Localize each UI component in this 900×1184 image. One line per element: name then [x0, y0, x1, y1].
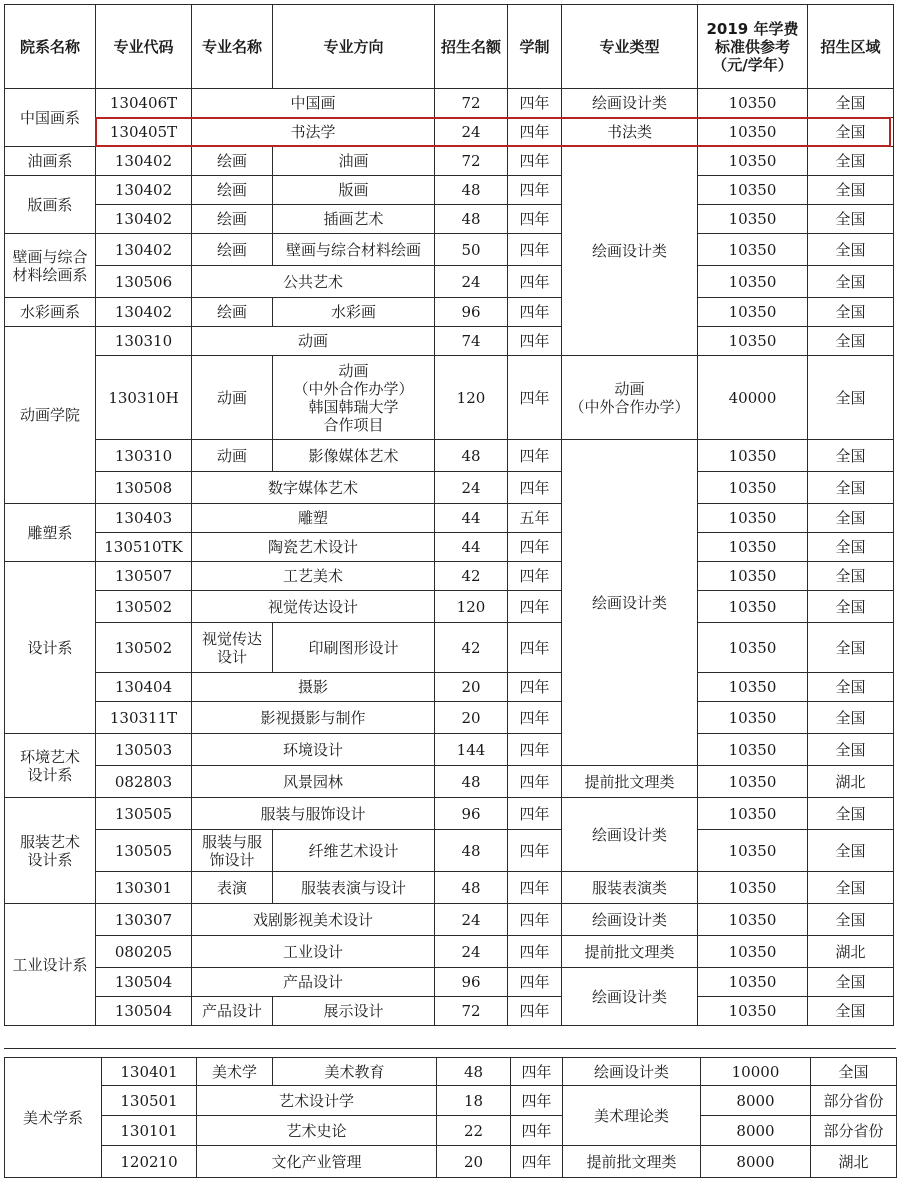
region-cell: 全国	[808, 266, 894, 298]
table-row-highlighted	[5, 118, 894, 147]
quota-cell: 24	[435, 472, 508, 504]
table-row	[5, 356, 894, 440]
direction-cell: 环境设计	[192, 734, 435, 766]
type-cell: 绘画设计类	[562, 904, 698, 936]
code-cell: 130507	[96, 562, 192, 591]
direction-cell: 影视摄影与制作	[192, 702, 435, 734]
fee-cell: 10350	[698, 562, 808, 591]
direction-cell: 艺术史论	[197, 1116, 437, 1146]
fee-cell: 10350	[698, 936, 808, 968]
header-dept: 院系名称	[5, 5, 96, 89]
header-duration: 学制	[508, 5, 562, 89]
table-row	[5, 904, 894, 936]
code-cell: 130504	[96, 968, 192, 997]
dept-cell: 壁画与综合 材料绘画系	[5, 234, 96, 298]
duration-cell: 四年	[511, 1146, 563, 1178]
duration-cell: 四年	[508, 234, 562, 266]
fee-cell: 10350	[698, 266, 808, 298]
table-row	[5, 298, 894, 327]
table-row	[5, 1086, 897, 1116]
code-cell: 130310H	[96, 356, 192, 440]
dept-cell: 中国画系	[5, 89, 96, 147]
direction-cell: 数字媒体艺术	[192, 472, 435, 504]
duration-cell: 四年	[508, 118, 562, 147]
region-cell: 部分省份	[811, 1116, 897, 1146]
type-cell: 动画 （中外合作办学）	[562, 356, 698, 440]
table-row	[5, 234, 894, 266]
direction-cell: 展示设计	[273, 997, 435, 1026]
type-cell: 绘画设计类	[562, 968, 698, 1026]
duration-cell: 四年	[508, 440, 562, 472]
fee-cell: 10350	[698, 968, 808, 997]
direction-cell: 美术教育	[273, 1058, 437, 1086]
table-row	[5, 1146, 897, 1178]
code-cell: 130310	[96, 440, 192, 472]
type-cell: 绘画设计类	[562, 147, 698, 356]
region-cell: 全国	[808, 591, 894, 623]
table-row	[5, 591, 894, 623]
fee-cell: 10350	[698, 504, 808, 533]
major-cell: 绘画	[192, 298, 273, 327]
direction-cell: 工业设计	[192, 936, 435, 968]
quota-cell: 20	[435, 673, 508, 702]
region-cell: 湖北	[811, 1146, 897, 1178]
fee-cell: 10350	[698, 440, 808, 472]
fee-cell: 10350	[698, 147, 808, 176]
dept-cell: 油画系	[5, 147, 96, 176]
fee-cell: 10350	[698, 89, 808, 118]
duration-cell: 四年	[508, 89, 562, 118]
duration-cell: 四年	[511, 1058, 563, 1086]
region-cell: 全国	[808, 872, 894, 904]
region-cell: 全国	[808, 356, 894, 440]
quota-cell: 144	[435, 734, 508, 766]
region-cell: 湖北	[808, 936, 894, 968]
code-cell: 130310	[96, 327, 192, 356]
code-cell: 130406T	[96, 89, 192, 118]
type-cell: 绘画设计类	[562, 798, 698, 872]
header-type: 专业类型	[562, 5, 698, 89]
type-cell: 绘画设计类	[563, 1058, 701, 1086]
major-cell: 绘画	[192, 176, 273, 205]
table-row	[5, 1116, 897, 1146]
direction-cell: 版画	[273, 176, 435, 205]
code-cell: 130403	[96, 504, 192, 533]
direction-cell: 戏剧影视美术设计	[192, 904, 435, 936]
code-cell: 130301	[96, 872, 192, 904]
code-cell: 130502	[96, 591, 192, 623]
code-cell: 130501	[102, 1086, 197, 1116]
fee-cell: 10350	[698, 872, 808, 904]
table-row	[5, 997, 894, 1026]
duration-cell: 四年	[508, 533, 562, 562]
header-quota: 招生名额	[435, 5, 508, 89]
dept-cell: 服装艺术 设计系	[5, 798, 96, 904]
type-cell: 绘画设计类	[562, 89, 698, 118]
fee-cell: 10350	[698, 673, 808, 702]
duration-cell: 四年	[508, 936, 562, 968]
duration-cell: 四年	[508, 591, 562, 623]
code-cell: 130503	[96, 734, 192, 766]
dept-cell: 设计系	[5, 562, 96, 734]
duration-cell: 四年	[508, 830, 562, 872]
region-cell: 全国	[808, 327, 894, 356]
table-row	[5, 266, 894, 298]
type-cell: 绘画设计类	[562, 440, 698, 766]
duration-cell: 四年	[511, 1086, 563, 1116]
direction-cell: 文化产业管理	[197, 1146, 437, 1178]
table-row	[5, 766, 894, 798]
duration-cell: 四年	[508, 356, 562, 440]
region-cell: 全国	[808, 798, 894, 830]
direction-cell: 公共艺术	[192, 266, 435, 298]
fee-cell: 10000	[701, 1058, 811, 1086]
duration-cell: 四年	[508, 702, 562, 734]
region-cell: 全国	[808, 904, 894, 936]
quota-cell: 120	[435, 356, 508, 440]
direction-cell: 陶瓷艺术设计	[192, 533, 435, 562]
quota-cell: 48	[435, 830, 508, 872]
fee-cell: 8000	[701, 1116, 811, 1146]
duration-cell: 四年	[508, 327, 562, 356]
code-cell: 082803	[96, 766, 192, 798]
region-cell: 全国	[808, 205, 894, 234]
table-row	[5, 176, 894, 205]
fee-cell: 10350	[698, 176, 808, 205]
fee-cell: 8000	[701, 1146, 811, 1178]
code-cell: 130404	[96, 673, 192, 702]
table-separator	[4, 1048, 896, 1049]
table-row	[5, 472, 894, 504]
duration-cell: 四年	[508, 266, 562, 298]
dept-cell: 雕塑系	[5, 504, 96, 562]
table-row	[5, 327, 894, 356]
code-cell: 130402	[96, 176, 192, 205]
code-cell: 130405T	[96, 118, 192, 147]
region-cell: 全国	[808, 968, 894, 997]
duration-cell: 四年	[508, 623, 562, 673]
fee-cell: 10350	[698, 118, 808, 147]
dept-cell: 工业设计系	[5, 904, 96, 1026]
table-row	[5, 147, 894, 176]
quota-cell: 48	[435, 205, 508, 234]
dept-cell: 版画系	[5, 176, 96, 234]
code-cell: 130505	[96, 830, 192, 872]
direction-cell: 工艺美术	[192, 562, 435, 591]
header-fee: 2019 年学费 标准供参考 （元/学年）	[698, 5, 808, 89]
major-cell: 服装与服 饰设计	[192, 830, 273, 872]
direction-cell: 壁画与综合材料绘画	[273, 234, 435, 266]
quota-cell: 48	[435, 176, 508, 205]
duration-cell: 四年	[508, 562, 562, 591]
direction-cell: 油画	[273, 147, 435, 176]
quota-cell: 24	[435, 118, 508, 147]
duration-cell: 四年	[508, 997, 562, 1026]
quota-cell: 72	[435, 997, 508, 1026]
duration-cell: 四年	[508, 968, 562, 997]
type-cell: 美术理论类	[563, 1086, 701, 1146]
direction-cell: 纤维艺术设计	[273, 830, 435, 872]
fee-cell: 10350	[698, 904, 808, 936]
table-row	[5, 562, 894, 591]
table-row	[5, 1058, 897, 1086]
code-cell: 130504	[96, 997, 192, 1026]
code-cell: 130402	[96, 234, 192, 266]
region-cell: 湖北	[808, 766, 894, 798]
major-cell: 视觉传达 设计	[192, 623, 273, 673]
region-cell: 全国	[808, 118, 894, 147]
quota-cell: 74	[435, 327, 508, 356]
dept-cell: 美术学系	[5, 1058, 102, 1178]
duration-cell: 四年	[511, 1116, 563, 1146]
type-cell: 服装表演类	[562, 872, 698, 904]
fee-cell: 10350	[698, 702, 808, 734]
fee-cell: 10350	[698, 472, 808, 504]
major-cell: 绘画	[192, 205, 273, 234]
direction-cell: 书法学	[192, 118, 435, 147]
quota-cell: 48	[435, 440, 508, 472]
fee-cell: 10350	[698, 298, 808, 327]
code-cell: 130505	[96, 798, 192, 830]
duration-cell: 四年	[508, 734, 562, 766]
quota-cell: 24	[435, 936, 508, 968]
code-cell: 120210	[102, 1146, 197, 1178]
code-cell: 130402	[96, 205, 192, 234]
region-cell: 全国	[808, 702, 894, 734]
duration-cell: 四年	[508, 147, 562, 176]
fee-cell: 10350	[698, 997, 808, 1026]
region-cell: 全国	[808, 997, 894, 1026]
code-cell: 130307	[96, 904, 192, 936]
quota-cell: 120	[435, 591, 508, 623]
table-row	[5, 936, 894, 968]
region-cell: 全国	[808, 673, 894, 702]
fee-cell: 10350	[698, 591, 808, 623]
code-cell: 130502	[96, 623, 192, 673]
quota-cell: 96	[435, 968, 508, 997]
quota-cell: 20	[437, 1146, 511, 1178]
major-cell: 绘画	[192, 147, 273, 176]
major-cell: 动画	[192, 356, 273, 440]
major-cell: 产品设计	[192, 997, 273, 1026]
region-cell: 全国	[811, 1058, 897, 1086]
direction-cell: 视觉传达设计	[192, 591, 435, 623]
table-row	[5, 702, 894, 734]
quota-cell: 48	[435, 766, 508, 798]
art-studies-table	[4, 1057, 897, 1178]
region-cell: 全国	[808, 533, 894, 562]
quota-cell: 44	[435, 504, 508, 533]
dept-cell: 动画学院	[5, 327, 96, 504]
direction-cell: 摄影	[192, 673, 435, 702]
table-row	[5, 734, 894, 766]
quota-cell: 18	[437, 1086, 511, 1116]
region-cell: 全国	[808, 89, 894, 118]
code-cell: 130401	[102, 1058, 197, 1086]
region-cell: 全国	[808, 234, 894, 266]
dept-cell: 环境艺术 设计系	[5, 734, 96, 798]
region-cell: 全国	[808, 176, 894, 205]
type-cell: 书法类	[562, 118, 698, 147]
direction-cell: 艺术设计学	[197, 1086, 437, 1116]
direction-cell: 插画艺术	[273, 205, 435, 234]
region-cell: 全国	[808, 440, 894, 472]
region-cell: 全国	[808, 298, 894, 327]
type-cell: 提前批文理类	[562, 766, 698, 798]
fee-cell: 10350	[698, 623, 808, 673]
fee-cell: 10350	[698, 766, 808, 798]
code-cell: 130506	[96, 266, 192, 298]
fee-cell: 10350	[698, 205, 808, 234]
header-code: 专业代码	[96, 5, 192, 89]
dept-cell: 水彩画系	[5, 298, 96, 327]
code-cell: 130402	[96, 147, 192, 176]
code-cell: 130510TK	[96, 533, 192, 562]
table-row	[5, 89, 894, 118]
table-row	[5, 798, 894, 830]
header-region: 招生区域	[808, 5, 894, 89]
direction-cell: 中国画	[192, 89, 435, 118]
duration-cell: 四年	[508, 205, 562, 234]
region-cell: 全国	[808, 623, 894, 673]
table-row	[5, 205, 894, 234]
fee-cell: 10350	[698, 798, 808, 830]
region-cell: 全国	[808, 562, 894, 591]
direction-cell: 服装与服饰设计	[192, 798, 435, 830]
quota-cell: 48	[435, 872, 508, 904]
fee-cell: 40000	[698, 356, 808, 440]
region-cell: 全国	[808, 734, 894, 766]
region-cell: 全国	[808, 472, 894, 504]
quota-cell: 20	[435, 702, 508, 734]
direction-cell: 风景园林	[192, 766, 435, 798]
table-row	[5, 673, 894, 702]
major-cell: 绘画	[192, 234, 273, 266]
table-header-row	[5, 5, 894, 89]
fee-cell: 10350	[698, 234, 808, 266]
header-major: 专业名称	[192, 5, 273, 89]
direction-cell: 动画	[192, 327, 435, 356]
code-cell: 130101	[102, 1116, 197, 1146]
quota-cell: 96	[435, 298, 508, 327]
duration-cell: 四年	[508, 904, 562, 936]
fee-cell: 10350	[698, 734, 808, 766]
fee-cell: 10350	[698, 533, 808, 562]
direction-cell: 影像媒体艺术	[273, 440, 435, 472]
code-cell: 130508	[96, 472, 192, 504]
table-row	[5, 623, 894, 673]
table-row	[5, 504, 894, 533]
quota-cell: 24	[435, 904, 508, 936]
fee-cell: 10350	[698, 327, 808, 356]
quota-cell: 22	[437, 1116, 511, 1146]
quota-cell: 96	[435, 798, 508, 830]
duration-cell: 四年	[508, 176, 562, 205]
code-cell: 130402	[96, 298, 192, 327]
duration-cell: 四年	[508, 798, 562, 830]
code-cell: 080205	[96, 936, 192, 968]
quota-cell: 48	[437, 1058, 511, 1086]
fee-cell: 10350	[698, 830, 808, 872]
quota-cell: 44	[435, 533, 508, 562]
quota-cell: 42	[435, 623, 508, 673]
region-cell: 全国	[808, 504, 894, 533]
direction-cell: 印刷图形设计	[273, 623, 435, 673]
type-cell: 提前批文理类	[563, 1146, 701, 1178]
table-row	[5, 533, 894, 562]
duration-cell: 四年	[508, 472, 562, 504]
direction-cell: 产品设计	[192, 968, 435, 997]
table-row	[5, 440, 894, 472]
region-cell: 全国	[808, 830, 894, 872]
code-cell: 130311T	[96, 702, 192, 734]
table-row	[5, 830, 894, 872]
quota-cell: 42	[435, 562, 508, 591]
direction-cell: 动画 （中外合作办学） 韩国韩瑞大学 合作项目	[273, 356, 435, 440]
quota-cell: 50	[435, 234, 508, 266]
region-cell: 全国	[808, 147, 894, 176]
direction-cell: 雕塑	[192, 504, 435, 533]
table-row	[5, 872, 894, 904]
header-direction: 专业方向	[273, 5, 435, 89]
type-cell: 提前批文理类	[562, 936, 698, 968]
direction-cell: 服装表演与设计	[273, 872, 435, 904]
duration-cell: 五年	[508, 504, 562, 533]
region-cell: 部分省份	[811, 1086, 897, 1116]
quota-cell: 72	[435, 147, 508, 176]
table-row	[5, 968, 894, 997]
fee-cell: 8000	[701, 1086, 811, 1116]
duration-cell: 四年	[508, 872, 562, 904]
enrollment-table	[4, 4, 894, 1026]
major-cell: 动画	[192, 440, 273, 472]
duration-cell: 四年	[508, 673, 562, 702]
duration-cell: 四年	[508, 766, 562, 798]
quota-cell: 72	[435, 89, 508, 118]
major-cell: 美术学	[197, 1058, 273, 1086]
major-cell: 表演	[192, 872, 273, 904]
duration-cell: 四年	[508, 298, 562, 327]
direction-cell: 水彩画	[273, 298, 435, 327]
quota-cell: 24	[435, 266, 508, 298]
